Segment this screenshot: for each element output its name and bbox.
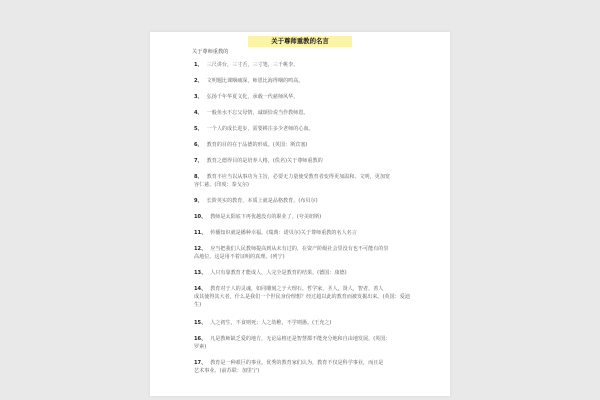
document-page	[150, 32, 450, 396]
list-item: 12、 应当把我们人民教师提高到从未有过的，在资产阶级社会里没有也不可能有的崇 高地位，这是用不着证明的真理。(列宁)	[194, 246, 389, 260]
list-item: 3、 弘扬千年华夏文化，承载一代慈师风华。	[194, 94, 299, 100]
list-item: 2、 文明题比课咽痛深，师恩比海得咽的鸣高。	[194, 78, 304, 84]
list-item: 1、 三尺讲台，三寸舌，三寸笔，三千桃李。	[194, 62, 299, 68]
list-item: 13、 人只有靠教育才能成人，人完全是教育的结果。(德国：康德)	[194, 270, 347, 276]
list-item: 4、 一般鱼水不忘父母情，诚颂恰说当作教师恩。	[194, 110, 309, 116]
list-item: 16、 凡是教师缺乏爱的地方，无论品格还是智慧都不能充分地和自由地发展。(英国： 罗素)	[194, 336, 391, 350]
list-item: 10、 教师是太阳底下再优越没有的职业了。(夸美纽斯)	[194, 214, 322, 220]
list-item: 5、 一个人的成长进步，需要耕注多少老师的心血。	[194, 126, 314, 132]
list-item: 14、 教育对于人的灵魂，如同雕刻之于大理石。哲学家，圣人，贤人，智者，善人 成其使得其大者，什么是我们一个世民身份理想？经过超以此的教育而被发掘出来。(英国：爱迪生)	[194, 286, 410, 308]
document-title: 关于尊师重教的名言	[271, 37, 329, 45]
list-item: 17、 教育是一种艰巨的事业。优秀的教育家们认为，教育不仅是科学事业，而且是 艺术事业。(前苏联：加里宁)	[194, 360, 384, 374]
list-item: 9、 长阶英实的教育，本质上就是品格教育。(布贝尔)	[194, 198, 318, 204]
document-intro: 关于尊师重教的	[192, 49, 229, 55]
list-item: 8、 教育不应当以从事功为主旨，必要无力量使受教育者变得更加温和、文明，更加宽 容仁慈。(印度：泰戈尔)	[194, 174, 391, 188]
list-item: 6、 教育的目的在于品德的形成。(英国：斯宾塞)	[194, 142, 308, 148]
list-item: 15、 人之初生，不食则死；人之幼稚，不学则愚。(王充之)	[194, 320, 332, 326]
list-item: 11、 传播知识就是播种幸福。(瑞典：诺贝尔)关于尊师重教的名人名言	[194, 230, 357, 236]
list-item: 7、 教育之德得目的是培养人格。(佚名)关于尊师重教的	[194, 158, 323, 164]
